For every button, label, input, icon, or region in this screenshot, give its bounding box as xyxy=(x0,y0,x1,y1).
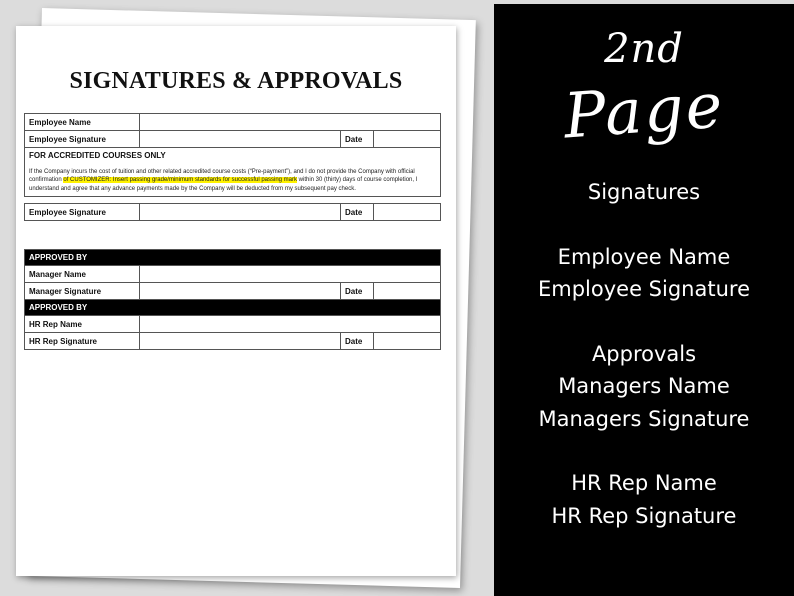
manager-name-label: Manager Name xyxy=(25,266,140,283)
manager-signature-label: Manager Signature xyxy=(25,283,140,300)
panel-heading-signatures: Signatures xyxy=(587,180,701,204)
employee-signature-date-field-2[interactable] xyxy=(374,204,441,221)
manager-name-row xyxy=(25,266,441,283)
panel-item-managers-signature: Managers Signature xyxy=(538,407,750,431)
employee-signature-row-2 xyxy=(25,204,441,221)
approved-by-header-row xyxy=(25,250,441,266)
approved-by-header: APPROVED BY xyxy=(25,250,441,266)
hr-rep-date-label: Date xyxy=(341,333,374,350)
date-label: Date xyxy=(341,131,374,148)
approved-by-header-row-2 xyxy=(25,300,441,316)
hr-rep-signature-field[interactable] xyxy=(140,333,341,350)
approved-by-header-2: APPROVED BY xyxy=(25,300,441,316)
customizer-highlight: of CUSTOMIZER: Insert passing grade/minimum standards for successful passing mark xyxy=(63,177,297,184)
employee-signature-row xyxy=(25,131,441,148)
manager-name-field[interactable] xyxy=(140,266,441,283)
script-heading-2nd: 2nd xyxy=(604,26,684,72)
info-panel xyxy=(494,4,794,596)
accredited-courses-row xyxy=(25,148,441,197)
employee-signature-table xyxy=(24,113,441,221)
hr-rep-name-label: HR Rep Name xyxy=(25,316,140,333)
employee-name-label: Employee Name xyxy=(25,114,140,131)
hr-rep-date-field[interactable] xyxy=(374,333,441,350)
accredited-text-part1: If the Company incurs the cost of tuition and other related accredited course costs (“Pre-payment”), and I do not provide the Company with official confirmation xyxy=(29,169,415,184)
employee-signature-label-2: Employee Signature xyxy=(25,204,140,221)
document-page xyxy=(16,26,456,576)
employee-name-field[interactable] xyxy=(140,114,441,131)
panel-item-hr-rep-signature: HR Rep Signature xyxy=(551,504,737,528)
approvals-table xyxy=(24,249,441,350)
accredited-text-part2: within 30 (thirty) days of course completion, I understand and agree that any advance payments made by the Company will be deducted from my subsequent pay check. xyxy=(29,177,418,192)
panel-item-employee-signature: Employee Signature xyxy=(538,277,750,301)
accredited-courses-title: FOR ACCREDITED COURSES ONLY xyxy=(29,151,166,160)
employee-signature-field-2[interactable] xyxy=(140,204,341,221)
manager-date-label: Date xyxy=(341,283,374,300)
manager-date-field[interactable] xyxy=(374,283,441,300)
document-title: SIGNATURES & APPROVALS xyxy=(69,68,403,94)
employee-signature-label: Employee Signature xyxy=(25,131,140,148)
manager-signature-row xyxy=(25,283,441,300)
hr-rep-name-field[interactable] xyxy=(140,316,441,333)
employee-signature-date-field[interactable] xyxy=(374,131,441,148)
script-heading-page: Page xyxy=(561,68,727,153)
spacer-row xyxy=(25,197,441,204)
employee-name-row xyxy=(25,114,441,131)
panel-item-employee-name: Employee Name xyxy=(557,245,731,269)
hr-rep-signature-label: HR Rep Signature xyxy=(25,333,140,350)
manager-signature-field[interactable] xyxy=(140,283,341,300)
panel-item-managers-name: Managers Name xyxy=(558,374,730,398)
panel-item-hr-rep-name: HR Rep Name xyxy=(571,471,717,495)
hr-rep-name-row xyxy=(25,316,441,333)
employee-signature-field[interactable] xyxy=(140,131,341,148)
panel-item-approvals: Approvals xyxy=(591,342,697,366)
accredited-courses-cell xyxy=(25,148,441,197)
hr-rep-signature-row xyxy=(25,333,441,350)
date-label-2: Date xyxy=(341,204,374,221)
accredited-courses-text xyxy=(29,168,436,193)
